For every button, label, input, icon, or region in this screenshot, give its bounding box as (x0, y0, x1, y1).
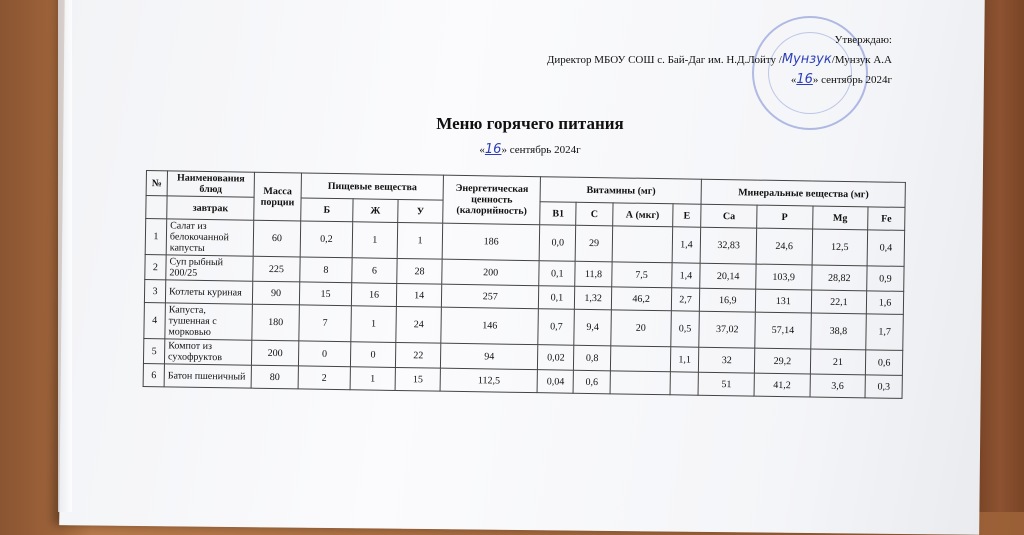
cell-name: Компот из сухофруктов (164, 339, 251, 365)
cell-a: 7,5 (611, 262, 671, 288)
col-p-header: Р (757, 205, 813, 229)
cell-u: 14 (396, 283, 442, 307)
cell-fe: 0,3 (865, 375, 902, 399)
cell-b: 7 (299, 305, 351, 342)
cell-name: Котлеты куриная (165, 280, 252, 304)
cell-p: 41,2 (754, 373, 810, 397)
cell-mass: 80 (251, 365, 298, 389)
cell-energy: 200 (442, 259, 539, 286)
menu-rows (143, 219, 905, 399)
cell-mass: 90 (252, 281, 299, 305)
cell-energy: 146 (441, 307, 539, 345)
cell-mg: 38,8 (810, 313, 866, 350)
col-b1-header: В1 (540, 202, 577, 226)
cell-p: 24,6 (756, 228, 812, 265)
cell-b: 8 (300, 257, 352, 283)
cell-ca: 37,02 (699, 311, 755, 348)
cell-mg: 3,6 (810, 374, 866, 398)
cell-no: 4 (144, 302, 166, 338)
menu-day: 16 (484, 142, 502, 157)
cell-no: 5 (143, 338, 164, 363)
cell-e: 1,4 (671, 263, 700, 288)
col-no-sub (146, 196, 167, 219)
cell-b1: 0,04 (537, 370, 574, 394)
cell-p: 131 (755, 289, 811, 313)
cell-a: 46,2 (611, 287, 671, 311)
plastic-sleeve-edge (58, 0, 72, 512)
cell-p: 57,14 (755, 312, 811, 349)
col-ca-header: Са (701, 204, 757, 228)
col-a-header: А (мкг) (612, 203, 672, 227)
cell-b: 15 (299, 282, 351, 306)
col-zh-header: Ж (353, 199, 399, 223)
cell-c: 0,8 (574, 345, 611, 371)
cell-a: 20 (610, 310, 670, 347)
cell-b1: 0,02 (538, 345, 575, 371)
cell-ca: 51 (698, 372, 754, 396)
cell-zh: 6 (352, 258, 398, 284)
cell-c: 9,4 (574, 309, 611, 346)
cell-u: 15 (395, 367, 441, 391)
cell-fe: 1,7 (866, 314, 903, 351)
col-vitamins-header: Витамины (мг) (540, 177, 702, 205)
cell-c: 0,6 (574, 370, 611, 394)
cell-ca: 32,83 (701, 227, 757, 264)
col-u-header: У (398, 199, 444, 223)
cell-zh: 1 (351, 306, 397, 343)
approve-label: Утверждаю: (834, 34, 892, 46)
cell-p: 29,2 (754, 348, 810, 374)
cell-mg: 21 (810, 349, 866, 375)
cell-b1: 0,1 (539, 261, 576, 287)
cell-mg: 22,1 (811, 290, 867, 314)
cell-no: 2 (145, 254, 166, 279)
cell-ca: 16,9 (700, 288, 756, 312)
director-line: Директор МБОУ СОШ с. Бай-Даг им. Н.Д.Лойту /Мунзук/Мунзук А.А (546, 52, 892, 67)
col-b-header: Б (301, 198, 353, 222)
cell-p: 103,9 (756, 264, 812, 290)
cell-a (610, 346, 670, 372)
page-title: Меню горячего питания (436, 114, 624, 133)
cell-zh: 16 (351, 283, 397, 307)
cell-mg: 12,5 (812, 229, 868, 266)
cell-zh: 0 (350, 342, 396, 368)
cell-zh: 1 (352, 222, 398, 259)
cell-e: 0,5 (670, 311, 699, 347)
cell-fe: 0,4 (867, 230, 904, 267)
cell-no: 6 (143, 363, 164, 386)
cell-b: 0 (298, 341, 350, 367)
cell-no: 3 (144, 279, 165, 302)
cell-mass: 200 (251, 340, 298, 366)
col-mg-header: Mg (812, 206, 868, 230)
cell-mg: 28,82 (811, 265, 867, 291)
cell-mass: 60 (253, 220, 301, 257)
cell-b1: 0,1 (539, 286, 576, 310)
cell-name: Батон пшеничный (164, 364, 251, 388)
col-minerals-header: Минеральные вещества (мг) (701, 179, 905, 207)
cell-fe: 0,6 (866, 350, 903, 376)
cell-fe: 0,9 (867, 266, 904, 292)
col-c-header: С (576, 202, 613, 226)
cell-a (612, 226, 672, 263)
approve-day: 16 (796, 72, 813, 87)
cell-name: Суп рыбный 200/25 (166, 255, 253, 281)
col-e-header: Е (672, 204, 701, 227)
col-no-header: № (146, 171, 167, 196)
col-meal-header: завтрак (167, 196, 254, 220)
col-energy-header: Энергетическая ценность (калорийность) (443, 175, 541, 225)
cell-fe: 1,6 (866, 291, 903, 315)
cell-energy: 186 (442, 223, 540, 261)
cell-e (670, 372, 699, 395)
cell-e: 1,1 (670, 347, 699, 372)
col-fe-header: Fe (868, 207, 905, 231)
cell-e: 1,4 (672, 227, 701, 263)
cell-b: 0,2 (300, 221, 352, 258)
cell-ca: 20,14 (700, 263, 756, 289)
menu-table (143, 170, 906, 399)
cell-energy: 257 (442, 284, 539, 309)
col-nutrients-header: Пищевые вещества (301, 173, 444, 200)
cell-no: 1 (145, 219, 167, 255)
cell-a (610, 371, 670, 395)
cell-name: Капуста, тушенная с морковью (165, 303, 253, 340)
col-mass-header: Масса порции (254, 172, 302, 221)
cell-energy: 94 (441, 343, 538, 370)
cell-b: 2 (298, 366, 350, 390)
col-name-header: Наименования блюд (167, 171, 254, 197)
cell-energy: 112,5 (440, 368, 537, 393)
cell-c: 1,32 (575, 286, 612, 310)
cell-u: 1 (397, 222, 443, 259)
cell-b1: 0,0 (539, 225, 576, 262)
cell-zh: 1 (350, 367, 396, 391)
approval-block (512, 30, 892, 90)
cell-c: 11,8 (575, 261, 612, 287)
cell-mass: 180 (252, 304, 300, 341)
menu-date: «16» сентябрь 2024г (479, 142, 581, 157)
approve-date: «16» сентябрь 2024г (790, 72, 892, 87)
cell-mass: 225 (253, 256, 300, 282)
cell-name: Салат из белокочанной капусты (166, 219, 254, 256)
cell-ca: 32 (699, 347, 755, 373)
cell-e: 2,7 (671, 288, 700, 311)
director-signature: Мунзук (781, 52, 832, 67)
cell-c: 29 (576, 225, 613, 262)
cell-u: 28 (397, 258, 443, 284)
cell-b1: 0,7 (538, 309, 575, 346)
cell-u: 24 (396, 306, 442, 343)
cell-u: 22 (395, 342, 441, 368)
